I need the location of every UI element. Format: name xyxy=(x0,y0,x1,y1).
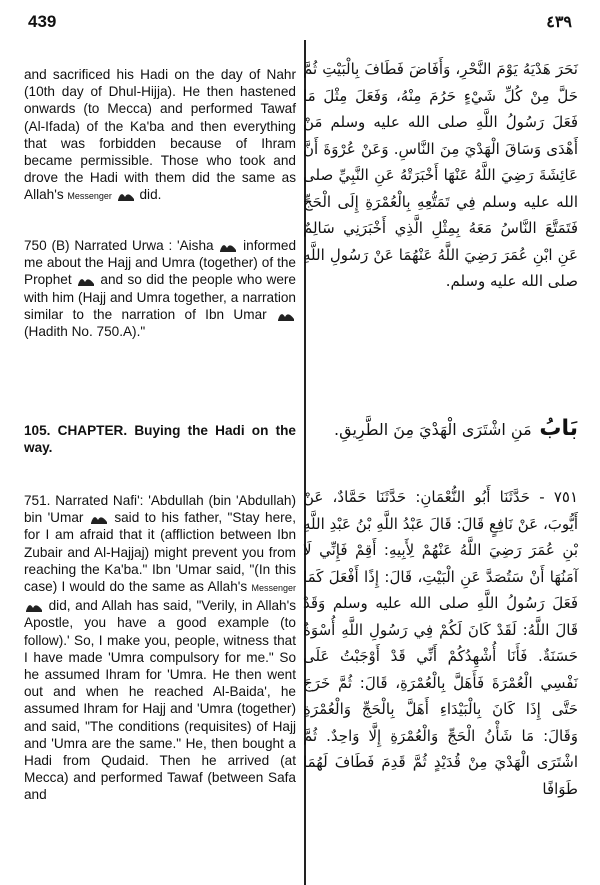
bab-label: بَابُ xyxy=(539,416,578,441)
chapter-heading-arabic xyxy=(303,412,578,447)
english-text: did. xyxy=(139,187,162,203)
salutation-seal-icon xyxy=(24,599,44,614)
messenger-label: Messenger xyxy=(251,583,296,594)
english-block-1 xyxy=(24,66,296,206)
chapter-heading-english: 105. CHAPTER. Buying the Hadi on the way. xyxy=(24,423,296,456)
english-text: informed me about the Hajj and Umra (together) of the Prophet xyxy=(24,238,297,288)
english-text: did, and Allah has said, "Verily, in Allah's Apostle, you have a good example (to follow).' So, I make you, people, witness that I have made 'Umra compulsory for me." So he assumed Ihram for 'Umra. He then went out and when he reached Al-Baida', he assumed Ihram for Hajj and 'Umra (together) and said, "The conditions (requisites) of Hajj and 'Umra are the same." He, then bought a Hadi from Qudaid. Then he arrived (at Mecca) and performed Tawaf (between Safa and xyxy=(24,598,296,803)
salutation-seal-icon xyxy=(76,273,96,288)
salutation-seal-icon xyxy=(89,511,109,526)
page-number-right: ٤٣٩ xyxy=(546,12,572,31)
english-block-2 xyxy=(24,237,296,340)
english-text: (Hadith No. 750.A)." xyxy=(24,324,146,340)
arabic-text: نَحَرَ هَدْيَهُ يَوْمَ النَّحْرِ، وَأَفَاضَ فَطَافَ بِالْبَيْتِ ثُمَّ حَلَّ مِنْ كُلِّ شَيْءٍ حَرُمَ مِنْهُ، وَفَعَلَ مِثْلَ مَا فَعَلَ رَسُولُ اللَّهِ صلى الله عليه وسلم مَنْ أَهْدَى وَسَاقَ الْهَدْيَ مِنَ النَّاسِ. وَعَنْ عُرْوَةَ أَنَّ عَائِشَةَ رَضِيَ اللَّهُ عَنْهَا أَخْبَرَتْهُ عَنِ النَّبِيِّ صلى الله عليه وسلم فِي تَمَتُّعِهِ بِالْعُمْرَةِ إِلَى الْحَجِّ فَتَمَتَّعَ النَّاسُ مَعَهُ بِمِثْلِ الَّذِي أَخْبَرَنِي سَالِمٌ عَنِ ابْنِ عُمَرَ رَضِيَ اللَّهُ عَنْهُمَا عَنْ رَسُولِ اللَّهِ صلى الله عليه وسلم. xyxy=(303,60,578,290)
messenger-label: Messenger xyxy=(67,191,112,202)
salutation-seal-icon xyxy=(116,188,136,203)
english-text: and so did the people who were with him (Hajj and Umra together, a narration similar to the narration of Ibn Umar xyxy=(24,272,296,322)
arabic-block-3 xyxy=(303,484,578,802)
english-block-3 xyxy=(24,492,296,804)
chapter-title-arabic: مَنِ اشْتَرَى الْهَدْيَ مِنَ الطَّرِيقِ. xyxy=(334,420,532,439)
arabic-block-1 xyxy=(303,56,578,295)
salutation-seal-icon xyxy=(276,308,296,323)
english-text: said to his father, "Stay here, for I am afraid that it (affliction between Ibn Zubair and Al-Hajjaj) might prevent you from reaching the Ka'ba." Ibn 'Umar said, "(In this case) I would do the same as Allah's xyxy=(24,510,297,595)
page-number-left: 439 xyxy=(28,12,57,31)
hadith-number-750b: 750 (B) Narrated Urwa : 'Aisha xyxy=(24,238,214,253)
english-text: and sacrificed his Hadi on the day of Nahr (10th day of Dhul-Hijja). He then hastened onwards (to Mecca) and performed Tawaf (Al-Ifada) of the Ka'ba and then everything that was forbidden because of Ihram became permissible. Those who took and drove the Hadi with them did the same as Allah's xyxy=(24,67,296,203)
hadith-number-751: 751. Narrated Nafi': 'Abdullah (bin 'Abdullah) bin 'Umar xyxy=(24,493,296,526)
arabic-text: ٧٥١ - حَدَّثَنَا أَبُو النُّعْمَانِ: حَدَّثَنَا حَمَّادٌ، عَنْ أَيُّوبَ، عَنْ نَافِعٍ قَالَ: قَالَ عَبْدُ اللَّهِ بْنُ عَبْدِ اللَّهِ بْنِ عُمَرَ رَضِيَ اللَّهُ عَنْهُمْ لِأَبِيهِ: أَقِمْ فَإِنِّي لَا آمَنُهَا أَنْ سَتُصَدَّ عَنِ الْبَيْتِ، قَالَ: إِذًا أَفْعَلَ كَمَا فَعَلَ رَسُولُ اللَّهِ صلى الله عليه وسلم وَقَدْ قَالَ اللَّهُ: لَقَدْ كَانَ لَكُمْ فِي رَسُولِ اللَّهِ أُسْوَةٌ حَسَنَةٌ. فَأَنَا أُشْهِدُكُمْ أَنِّي قَدْ أَوْجَبْتُ عَلَى نَفْسِي الْعُمْرَةَ فَأَهَلَّ بِالْعُمْرَةِ، قَالَ: ثُمَّ خَرَجَ حَتَّى إِذَا كَانَ بِالْبَيْدَاءِ أَهَلَّ بِالْحَجِّ وَالْعُمْرَةِ وَقَالَ: مَا شَأْنُ الْحَجِّ وَالْعُمْرَةِ إِلَّا وَاحِدٌ. ثُمَّ اشْتَرَى الْهَدْيَ مِنْ قُدَيْدٍ ثُمَّ قَدِمَ فَطَافَ لَهُمَا طَوَافًا xyxy=(303,488,578,798)
salutation-seal-icon xyxy=(218,239,238,254)
